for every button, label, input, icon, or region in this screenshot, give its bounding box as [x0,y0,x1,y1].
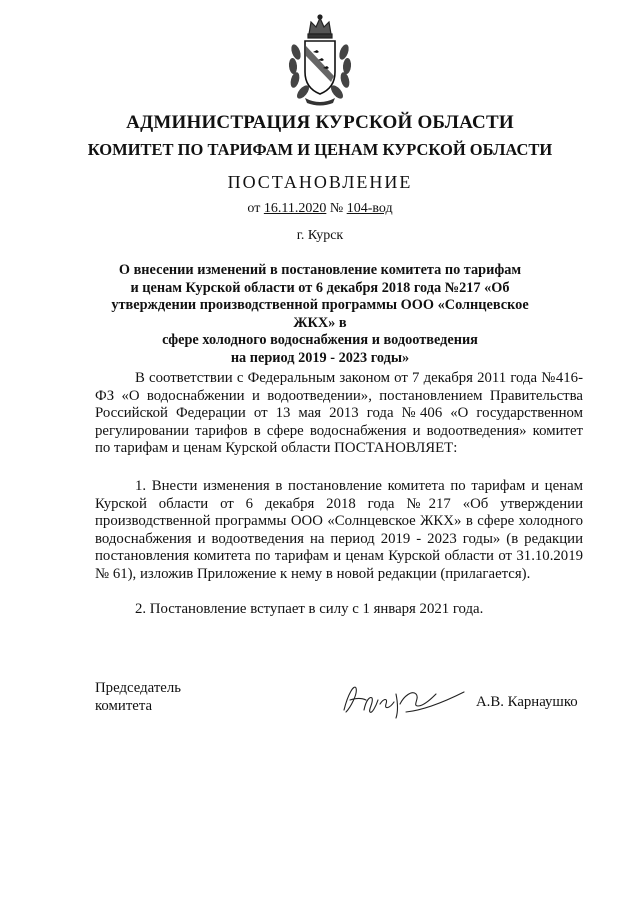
administration-title: АДМИНИСТРАЦИЯ КУРСКОЙ ОБЛАСТИ [126,112,514,133]
handwritten-signature-icon [336,674,468,720]
signatory-position [95,680,181,715]
number-prefix: № [329,201,344,216]
heading-line: утверждении производственной программы ООО «Солнцевское ЖКХ» в [111,297,529,331]
committee-title: КОМИТЕТ ПО ТАРИФАМ И ЦЕНАМ КУРСКОЙ ОБЛАСТИ [87,140,553,159]
item-1-paragraph: 1. Внести изменения в постановление комитета по тарифам и ценам Курской области от 6 декабря 2018 года №217 «Об утверждении производственной программы ООО «Солнцевское ЖКХ» в сфере холодного водоснабжения и водоотведения на период 2019 - 2023 годы» (в редакции постановления комитета по тарифам и ценам Курской области от 31.10.2019 № 61), изложив Приложение к нему в новой редакции (прилагается). [95,478,583,582]
position-line: Председатель [95,680,181,696]
position-line: комитета [95,697,153,714]
date-number-line [0,201,640,217]
heading-line: О внесении изменений в постановление комитета по тарифам [118,262,522,278]
date-prefix: от [247,201,261,216]
heading-line: на период 2019 - 2023 годы» [230,349,410,366]
document-heading [90,262,550,367]
heading-line: сфере холодного водоснабжения и водоотведения [162,332,478,348]
item-2-paragraph: 2. Постановление вступает в силу с 1 января 2021 года. [135,601,484,617]
document-date: 16.11.2020 [263,201,327,216]
document-type: ПОСТАНОВЛЕНИЕ [227,172,413,192]
heading-line: и ценам Курской области от 6 декабря 2018 года №217 «Об [130,279,510,296]
document-number: 104-вод [346,201,393,216]
coat-of-arms-icon [287,14,353,106]
city: г. Курск [296,228,344,243]
signatory-name: А.В. Карнаушко [476,694,578,710]
preamble-paragraph: В соответствии с Федеральным законом от 7 декабря 2011 года №416-ФЗ «О водоснабжении и водоотведении», постановлением Правительства Российской Федерации от 13 мая 2013 года №406 «О государственном регулировании тарифов в сфере водоснабжения и водоотведения» комитет по тарифам и ценам Курской области ПОСТАНОВЛЯЕТ: [95,370,583,457]
